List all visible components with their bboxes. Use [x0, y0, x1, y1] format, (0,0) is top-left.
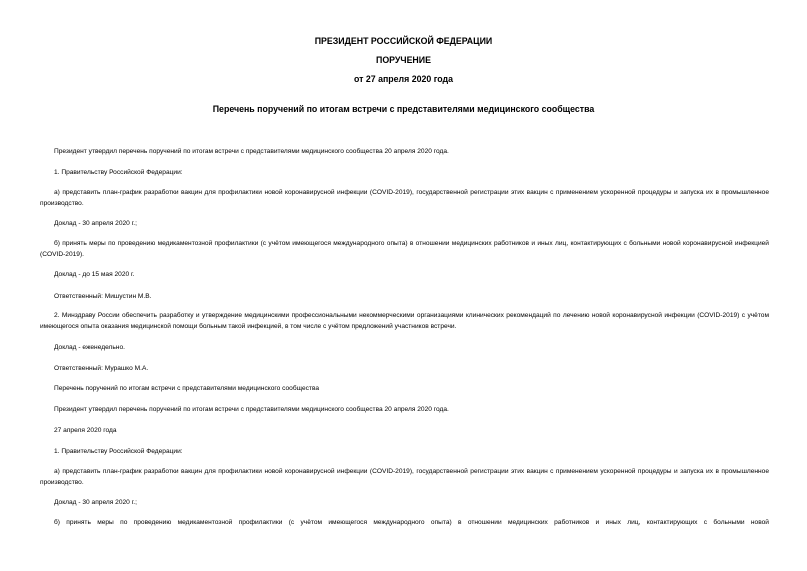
paragraph-item-2: 2. Минздраву России обеспечить разработку и утверждение медицинскими профессиональными некоммерческими организациями клинических рекомендаций по лечению новой коронавирусной инфекции (COVID-2019) с учётом имеющегося опыта оказания медицинской помощи больным такой инфекцией, в том числе с учётом предложений участников встречи.	[40, 312, 769, 330]
paragraph-responsible: Ответственный: Мишустин М.В.	[54, 293, 152, 300]
paragraph-report-deadline-repeat: Доклад - 30 апреля 2020 г.;	[54, 499, 137, 506]
paragraph-responsible: Ответственный: Мурашко М.А.	[54, 365, 149, 372]
paragraph-item-1-heading: 1. Правительству Российской Федерации:	[54, 169, 183, 176]
paragraph-item-1b-repeat: б) принять меры по проведению медикаментозной профилактики (с учётом имеющегося международного опыта) в отношении медицинских работников и иных лиц, контактирующих с больными новой	[54, 519, 769, 526]
document-type-heading: ПОРУЧЕНИЕ	[376, 55, 431, 65]
paragraph-report-deadline: Доклад - 30 апреля 2020 г.;	[54, 220, 137, 227]
paragraph-item-1a: а) представить план-график разработки вакцин для профилактики новой коронавирусной инфекции (COVID-2019), государственной регистрации этих вакцин с применением ускоренной процедуры и запуска их в промышленное производство.	[40, 189, 769, 207]
paragraph-date: 27 апреля 2020 года	[54, 427, 117, 434]
paragraph-item-1a-repeat: а) представить план-график разработки вакцин для профилактики новой коронавирусной инфекции (COVID-2019), государственной регистрации этих вакцин с применением ускоренной процедуры и запуска их в промышленное производство.	[40, 468, 769, 486]
document-title: Перечень поручений по итогам встречи с представителями медицинского сообщества	[212, 104, 595, 114]
paragraph-intro-repeat: Президент утвердил перечень поручений по итогам встречи с представителями медицинского сообщества 20 апреля 2020 года.	[54, 406, 449, 413]
paragraph-report-deadline: Доклад - до 15 мая 2020 г.	[54, 271, 135, 278]
paragraph-report-frequency: Доклад - еженедельно.	[54, 344, 125, 351]
issuer-heading: ПРЕЗИДЕНТ РОССИЙСКОЙ ФЕДЕРАЦИИ	[314, 36, 493, 46]
paragraph-item-1-heading-repeat: 1. Правительству Российской Федерации:	[54, 448, 183, 455]
paragraph-repeated-title: Перечень поручений по итогам встречи с представителями медицинского сообщества	[54, 385, 320, 392]
paragraph-item-1b: б) принять меры по проведению медикаментозной профилактики (с учётом имеющегося международного опыта) в отношении медицинских работников и иных лиц, контактирующих с больными новой коронавирусной инфекцией (COVID-2019).	[40, 240, 769, 258]
paragraph-intro: Президент утвердил перечень поручений по итогам встречи с представителями медицинского сообщества 20 апреля 2020 года.	[54, 148, 449, 155]
document-date-heading: от 27 апреля 2020 года	[353, 74, 454, 84]
